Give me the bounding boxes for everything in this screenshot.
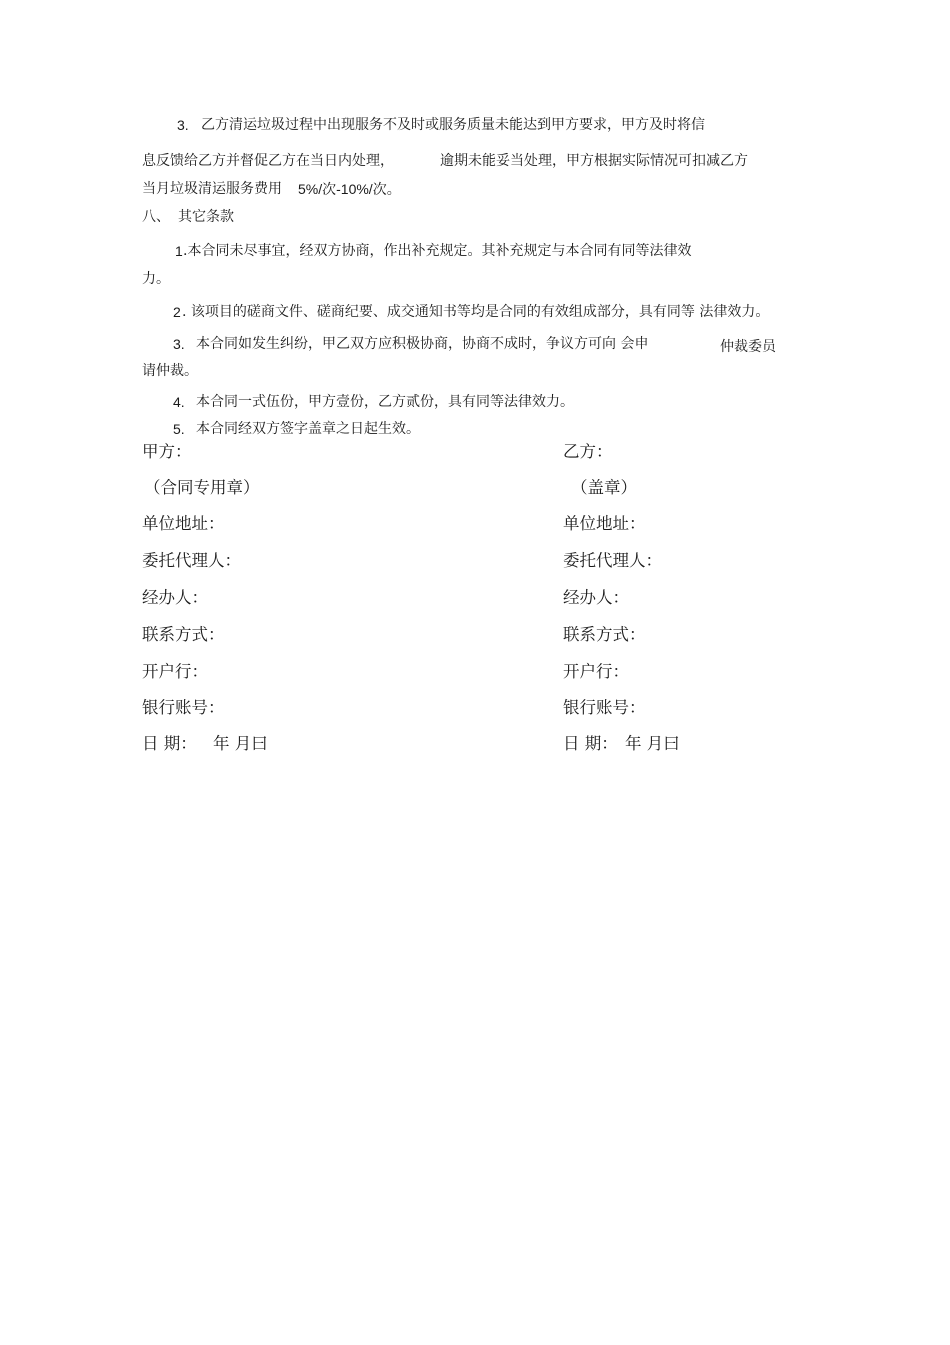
party-b-address-label: 单位地址：: [563, 514, 646, 533]
party-b-seal: （盖章）: [571, 478, 637, 497]
party-a-date-label: 日 期：: [142, 734, 197, 753]
party-a-account-label: 银行账号：: [142, 698, 225, 717]
section-8-heading: 其它条款: [178, 209, 234, 225]
party-b-title: 乙方：: [563, 442, 613, 461]
party-b-handler-label: 经办人：: [563, 588, 629, 607]
party-b-date-value: 年 月曰: [625, 734, 680, 753]
party-b-bank-label: 开户行：: [563, 662, 629, 681]
party-a-date-value: 年 月曰: [213, 734, 268, 753]
item-5-text: 本合同经双方签字盖章之日起生效。: [196, 421, 420, 437]
party-b-contact-label: 联系方式：: [563, 625, 646, 644]
item-3-side-text: 仲裁委员: [720, 339, 776, 355]
party-b-agent-label: 委托代理人：: [563, 551, 662, 570]
item-3-text-b: 请仲裁。: [142, 363, 198, 379]
party-b-date-label: 日 期：: [563, 734, 618, 753]
clause-3-line-1: 乙方清运垃圾过程中出现服务不及时或服务质量未能达到甲方要求，甲方及时将信: [201, 117, 705, 133]
section-8-number: 八、: [142, 209, 170, 225]
party-a-address-label: 单位地址：: [142, 514, 225, 533]
item-1-text-b: 力。: [142, 271, 170, 287]
item-3-text-a: 本合同如发生纠纷，甲乙双方应积极协商，协商不成时，争议方可向 会申: [196, 336, 649, 352]
item-4-text: 本合同一式伍份，甲方壹份，乙方贰份，具有同等法律效力。: [196, 394, 574, 410]
party-a-bank-label: 开户行：: [142, 662, 208, 681]
item-2-number: 2: [173, 304, 181, 320]
party-a-handler-label: 经办人：: [142, 588, 208, 607]
item-4-number: 4.: [173, 394, 185, 410]
clause-3-line-2b: 逾期未能妥当处理，甲方根据实际情况可扣减乙方: [440, 153, 748, 169]
party-a-contact-label: 联系方式：: [142, 625, 225, 644]
clause-3-line-3a: 当月垃圾清运服务费用: [142, 181, 282, 197]
clause-3-line-2a: 息反馈给乙方并督促乙方在当日内处理，: [142, 153, 394, 169]
item-2-text: . 该项目的磋商文件、磋商纪要、成交通知书等均是合同的有效组成部分，具有同等 法律效力。: [182, 304, 770, 320]
party-b-account-label: 银行账号：: [563, 698, 646, 717]
clause-3-number: 3.: [177, 117, 189, 133]
item-1-text-a: .本合同未尽事宜，经双方协商，作出补充规定。其补充规定与本合同有同等法律效: [183, 243, 692, 259]
clause-3-line-3b: 5%/次-10%/次。: [298, 181, 401, 197]
party-a-agent-label: 委托代理人：: [142, 551, 241, 570]
party-a-seal: （合同专用章）: [144, 478, 260, 497]
item-3-number: 3.: [173, 336, 185, 352]
item-1-number: 1: [175, 243, 183, 259]
item-5-number: 5.: [173, 421, 185, 437]
party-a-title: 甲方：: [142, 442, 192, 461]
